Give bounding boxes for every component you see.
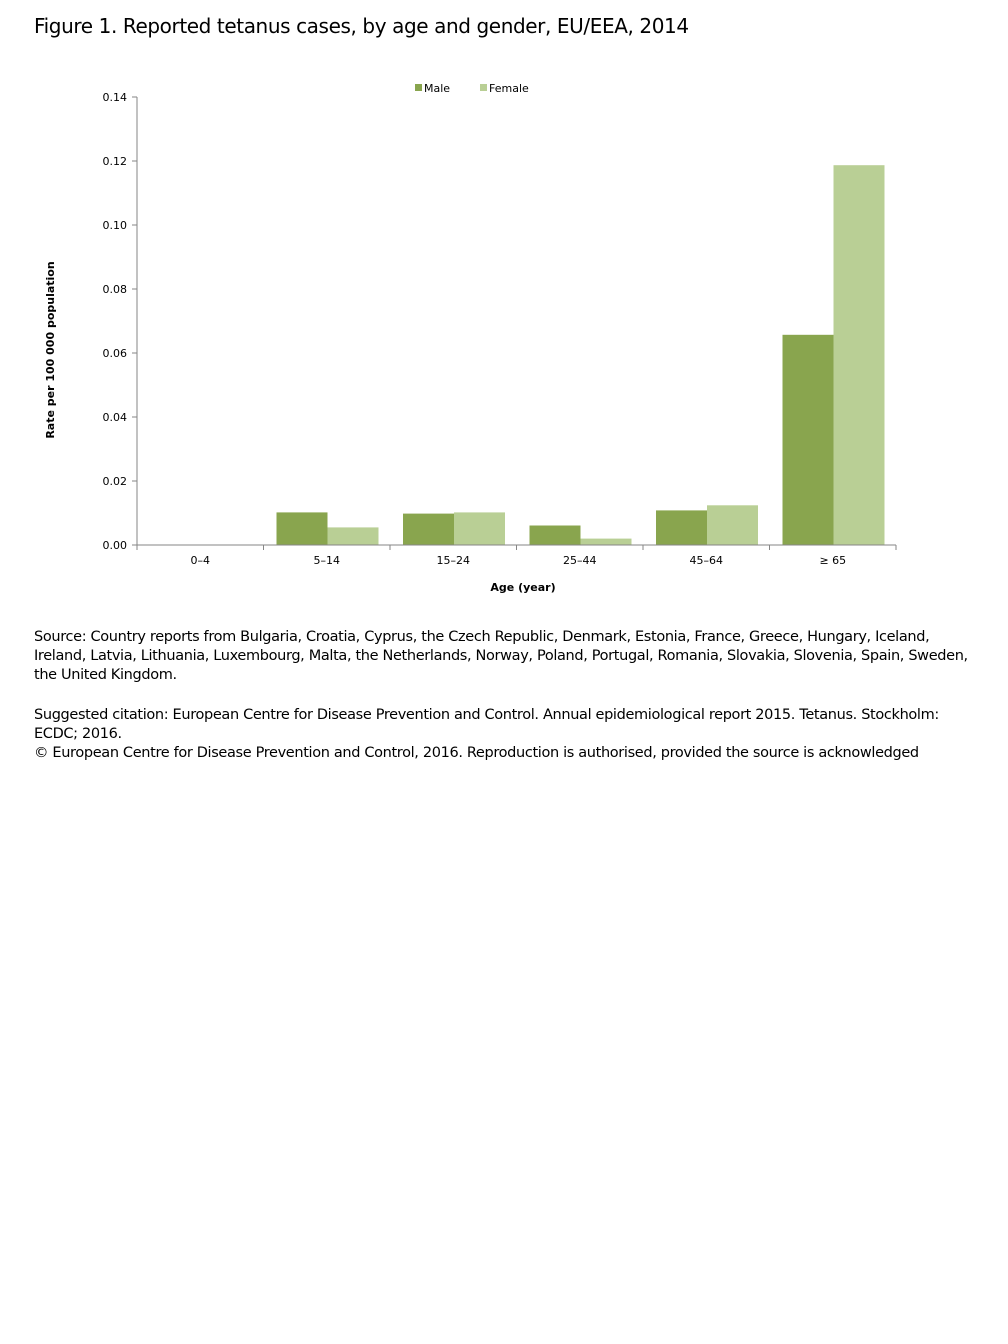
bar-female-3 <box>581 539 632 545</box>
bar-female-2 <box>454 512 505 545</box>
bar-female-4 <box>707 505 758 545</box>
bar-male-5 <box>783 335 834 545</box>
bar-male-3 <box>530 526 581 546</box>
chart-bars <box>277 165 885 545</box>
x-tick-label: 5–14 <box>313 554 341 567</box>
legend-label-male: Male <box>424 82 451 95</box>
x-tick-label: 0–4 <box>190 554 211 567</box>
y-tick-label: 0.08 <box>102 283 127 296</box>
y-tick-label: 0.00 <box>102 539 127 552</box>
y-axis-label: Rate per 100 000 population <box>44 261 57 439</box>
chart-axes <box>103 91 897 567</box>
x-tick-label: 45–64 <box>689 554 724 567</box>
x-tick-label: 15–24 <box>436 554 471 567</box>
y-tick-label: 0.06 <box>102 347 127 360</box>
x-axis-label: Age (year) <box>490 581 556 594</box>
bar-chart <box>0 70 1008 610</box>
x-tick-label: 25–44 <box>563 554 597 567</box>
copyright-note: © European Centre for Disease Prevention and Control, 2016. Reproduction is authorised, provided the source is acknowledged <box>34 745 919 761</box>
y-tick-label: 0.14 <box>102 91 127 104</box>
bar-male-1 <box>277 512 328 545</box>
legend-swatch-male <box>415 84 422 91</box>
legend-swatch-female <box>480 84 487 91</box>
chart-legend <box>415 82 529 95</box>
y-tick-label: 0.02 <box>102 475 127 488</box>
bar-female-5 <box>834 165 885 545</box>
y-tick-label: 0.10 <box>102 219 127 232</box>
legend-label-female: Female <box>489 82 529 95</box>
bar-male-2 <box>403 514 454 545</box>
y-tick-label: 0.12 <box>102 155 127 168</box>
bar-male-4 <box>656 510 707 545</box>
figure-title: Figure 1. Reported tetanus cases, by age and gender, EU/EEA, 2014 <box>34 14 689 38</box>
citation-note: Suggested citation: European Centre for Disease Prevention and Control. Annual epidemiological report 2015. Tetanus. Stockholm: ECDC; 2016. <box>34 707 939 742</box>
bar-female-1 <box>328 527 379 545</box>
source-note: Source: Country reports from Bulgaria, Croatia, Cyprus, the Czech Republic, Denmark, Estonia, France, Greece, Hungary, Iceland, Ireland, Latvia, Lithuania, Luxembourg, Malta, the Netherlands, Norway, Poland, Portugal, Romania, Slovakia, Slovenia, Spain, Sweden, the United Kingdom. <box>34 629 968 683</box>
x-tick-label: ≥ 65 <box>819 554 847 567</box>
y-tick-label: 0.04 <box>102 411 127 424</box>
